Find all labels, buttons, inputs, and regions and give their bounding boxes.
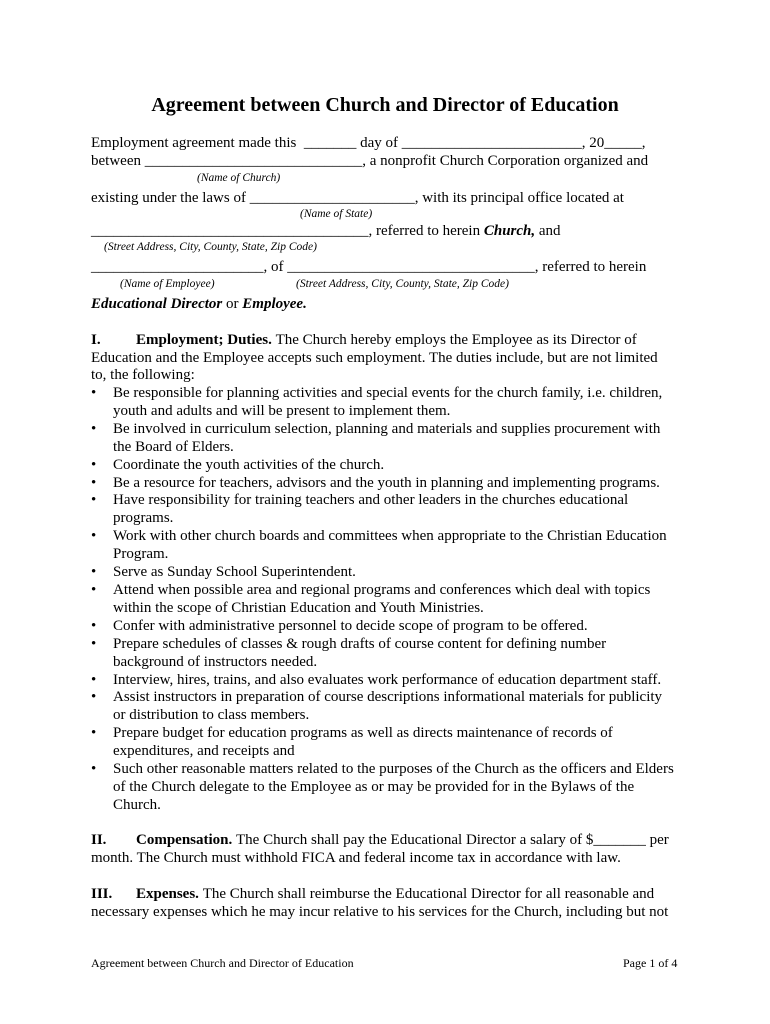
duty-item xyxy=(91,492,691,528)
duty-text-line: Be responsible for planning activities and special events for the church family, i.e. children, xyxy=(113,385,663,401)
preamble-text: , 20 xyxy=(581,135,605,151)
duty-text-line: Such other reasonable matters related to the purposes of the Church as the officers and Elders xyxy=(113,761,674,778)
caption-address-1: (Street Address, City, County, State, Zip Code) xyxy=(104,241,317,253)
section-text: The Church hereby employs the Employee as its Director of xyxy=(275,332,637,348)
preamble-text: between xyxy=(91,153,141,169)
duty-text-line: Prepare schedules of classes & rough drafts of course content for defining number xyxy=(113,635,607,652)
duty-text-line: Program. xyxy=(113,546,169,563)
duty-item xyxy=(91,475,691,493)
preamble-line-2 xyxy=(91,153,648,170)
bullet-icon: • xyxy=(91,474,97,491)
duty-text-line: Coordinate the youth activities of the church. xyxy=(113,456,385,473)
section-text: The Church shall pay the Educational Director a salary of $_______ per xyxy=(236,832,669,848)
duty-item xyxy=(91,421,691,457)
section-number: III. xyxy=(91,886,113,902)
duty-text-line: Be involved in curriculum selection, planning and materials and supplies procurement with xyxy=(113,420,661,437)
bullet-icon: • xyxy=(91,761,97,778)
preamble-line-6 xyxy=(91,296,307,313)
duty-item xyxy=(91,528,691,564)
duty-text-line: of the Church delegate to the Employee as or may be provided for in the Bylaws of the xyxy=(113,778,635,795)
month-blank: ________________________ xyxy=(401,135,582,151)
duty-text-line: Be a resource for teachers, advisors and the youth in planning and implementing programs. xyxy=(113,474,660,491)
preamble-text: Employment agreement made this xyxy=(91,135,297,151)
preamble-text: , referred to herein xyxy=(534,259,647,275)
duty-item xyxy=(91,564,691,582)
bullet-icon: • xyxy=(91,456,97,473)
duty-text-line: background of instructors needed. xyxy=(113,653,318,670)
duty-text-line: Assist instructors in preparation of course descriptions informational materials for publicity xyxy=(113,689,663,706)
caption-address-2: (Street Address, City, County, State, Zip Code) xyxy=(296,278,509,290)
section-2-line-1 xyxy=(91,832,669,849)
section-1-line-3: to, the following: xyxy=(91,367,195,383)
preamble-text: , with its principal office located at xyxy=(414,190,624,206)
church-defined-term: Church, xyxy=(483,223,536,239)
duty-item xyxy=(91,385,691,421)
educational-director-term: Educational Director xyxy=(91,296,223,312)
church-name-blank: _____________________________ xyxy=(144,153,363,169)
section-heading: Compensation. xyxy=(136,832,233,848)
preamble-line-4 xyxy=(91,223,561,240)
caption-state: (Name of State) xyxy=(300,208,373,220)
preamble-line-5 xyxy=(91,259,646,276)
state-blank: ______________________ xyxy=(249,190,415,206)
employee-address-blank: _________________________________ xyxy=(287,259,535,275)
duty-text-line: within the scope of Christian Education and Youth Ministries. xyxy=(113,599,484,616)
duty-item xyxy=(91,672,691,690)
duty-item xyxy=(91,689,691,725)
document-title: Agreement between Church and Director of Education xyxy=(151,94,619,116)
section-text: The Church shall reimburse the Educational Director for all reasonable and xyxy=(202,886,655,902)
page-number: Page 1 of 4 xyxy=(623,956,678,970)
duty-item xyxy=(91,582,691,618)
duty-item xyxy=(91,636,691,672)
year-blank: _____ xyxy=(604,135,642,151)
preamble-text: existing under the laws of xyxy=(91,190,246,206)
duty-text-line: programs. xyxy=(113,510,174,527)
preamble-text: , of xyxy=(263,259,284,275)
address-blank: _____________________________________ xyxy=(91,223,369,239)
duty-item xyxy=(91,761,691,815)
preamble-line-3 xyxy=(91,190,624,207)
duty-text-line: Confer with administrative personnel to decide scope of program to be offered. xyxy=(113,617,588,634)
duty-text-line: expenditures, and receipts and xyxy=(113,743,295,760)
section-1-line-1 xyxy=(91,332,637,349)
bullet-icon: • xyxy=(91,725,97,742)
duty-text-line: Church. xyxy=(113,796,161,813)
duty-text-line: Interview, hires, trains, and also evaluates work performance of education department staff. xyxy=(113,671,662,688)
bullet-icon: • xyxy=(91,689,97,706)
bullet-icon: • xyxy=(91,564,97,581)
section-3-line-2: necessary expenses which he may incur relative to his services for the Church, including but not xyxy=(91,904,669,920)
duties-list xyxy=(91,385,691,815)
duty-text-line: Prepare budget for education programs as well as directs maintenance of records of xyxy=(113,725,613,742)
bullet-icon: • xyxy=(91,671,97,688)
preamble-text: , referred to herein xyxy=(368,223,481,239)
duty-text-line: the Board of Elders. xyxy=(113,438,234,455)
section-heading: Employment; Duties. xyxy=(136,332,272,348)
section-number: II. xyxy=(91,832,107,848)
preamble-text: or xyxy=(226,296,239,312)
section-3-line-1 xyxy=(91,886,654,903)
duty-text-line: youth and adults and will be present to implement them. xyxy=(113,402,451,419)
caption-church-name: (Name of Church) xyxy=(197,172,281,184)
bullet-icon: • xyxy=(91,492,97,509)
section-number: I. xyxy=(91,332,101,348)
bullet-icon: • xyxy=(91,528,97,545)
bullet-icon: • xyxy=(91,420,97,437)
section-2-line-2: month. The Church must withhold FICA and federal income tax in accordance with law. xyxy=(91,850,621,866)
employee-name-blank: _______________________ xyxy=(91,259,264,275)
section-heading: Expenses. xyxy=(136,886,199,902)
bullet-icon: • xyxy=(91,581,97,598)
duty-item xyxy=(91,618,691,636)
caption-employee-name: (Name of Employee) xyxy=(120,278,215,290)
preamble-text: , xyxy=(641,135,646,151)
bullet-icon: • xyxy=(91,617,97,634)
preamble-text: and xyxy=(538,223,561,239)
bullet-icon: • xyxy=(91,385,97,401)
footer-title: Agreement between Church and Director of Education xyxy=(91,956,354,970)
bullet-icon: • xyxy=(91,635,97,652)
employee-term: Employee. xyxy=(242,296,307,312)
duty-text-line: Attend when possible area and regional programs and conferences which deal with topics xyxy=(113,581,651,598)
duty-text-line: Serve as Sunday School Superintendent. xyxy=(113,564,356,581)
preamble-text: day of xyxy=(360,135,399,151)
preamble-line-1 xyxy=(91,135,646,152)
duty-text-line: or distribution to class members. xyxy=(113,707,310,724)
day-blank: _______ xyxy=(303,135,357,151)
preamble-text: , a nonprofit Church Corporation organized and xyxy=(362,153,649,169)
duty-item xyxy=(91,725,691,761)
section-1-line-2: Education and the Employee accepts such employment. The duties include, but are not limited xyxy=(91,350,658,366)
duty-item xyxy=(91,457,691,475)
duty-text-line: Have responsibility for training teachers and other leaders in the churches educational xyxy=(113,492,629,509)
duty-text-line: Work with other church boards and committees when appropriate to the Christian Education xyxy=(113,528,667,545)
